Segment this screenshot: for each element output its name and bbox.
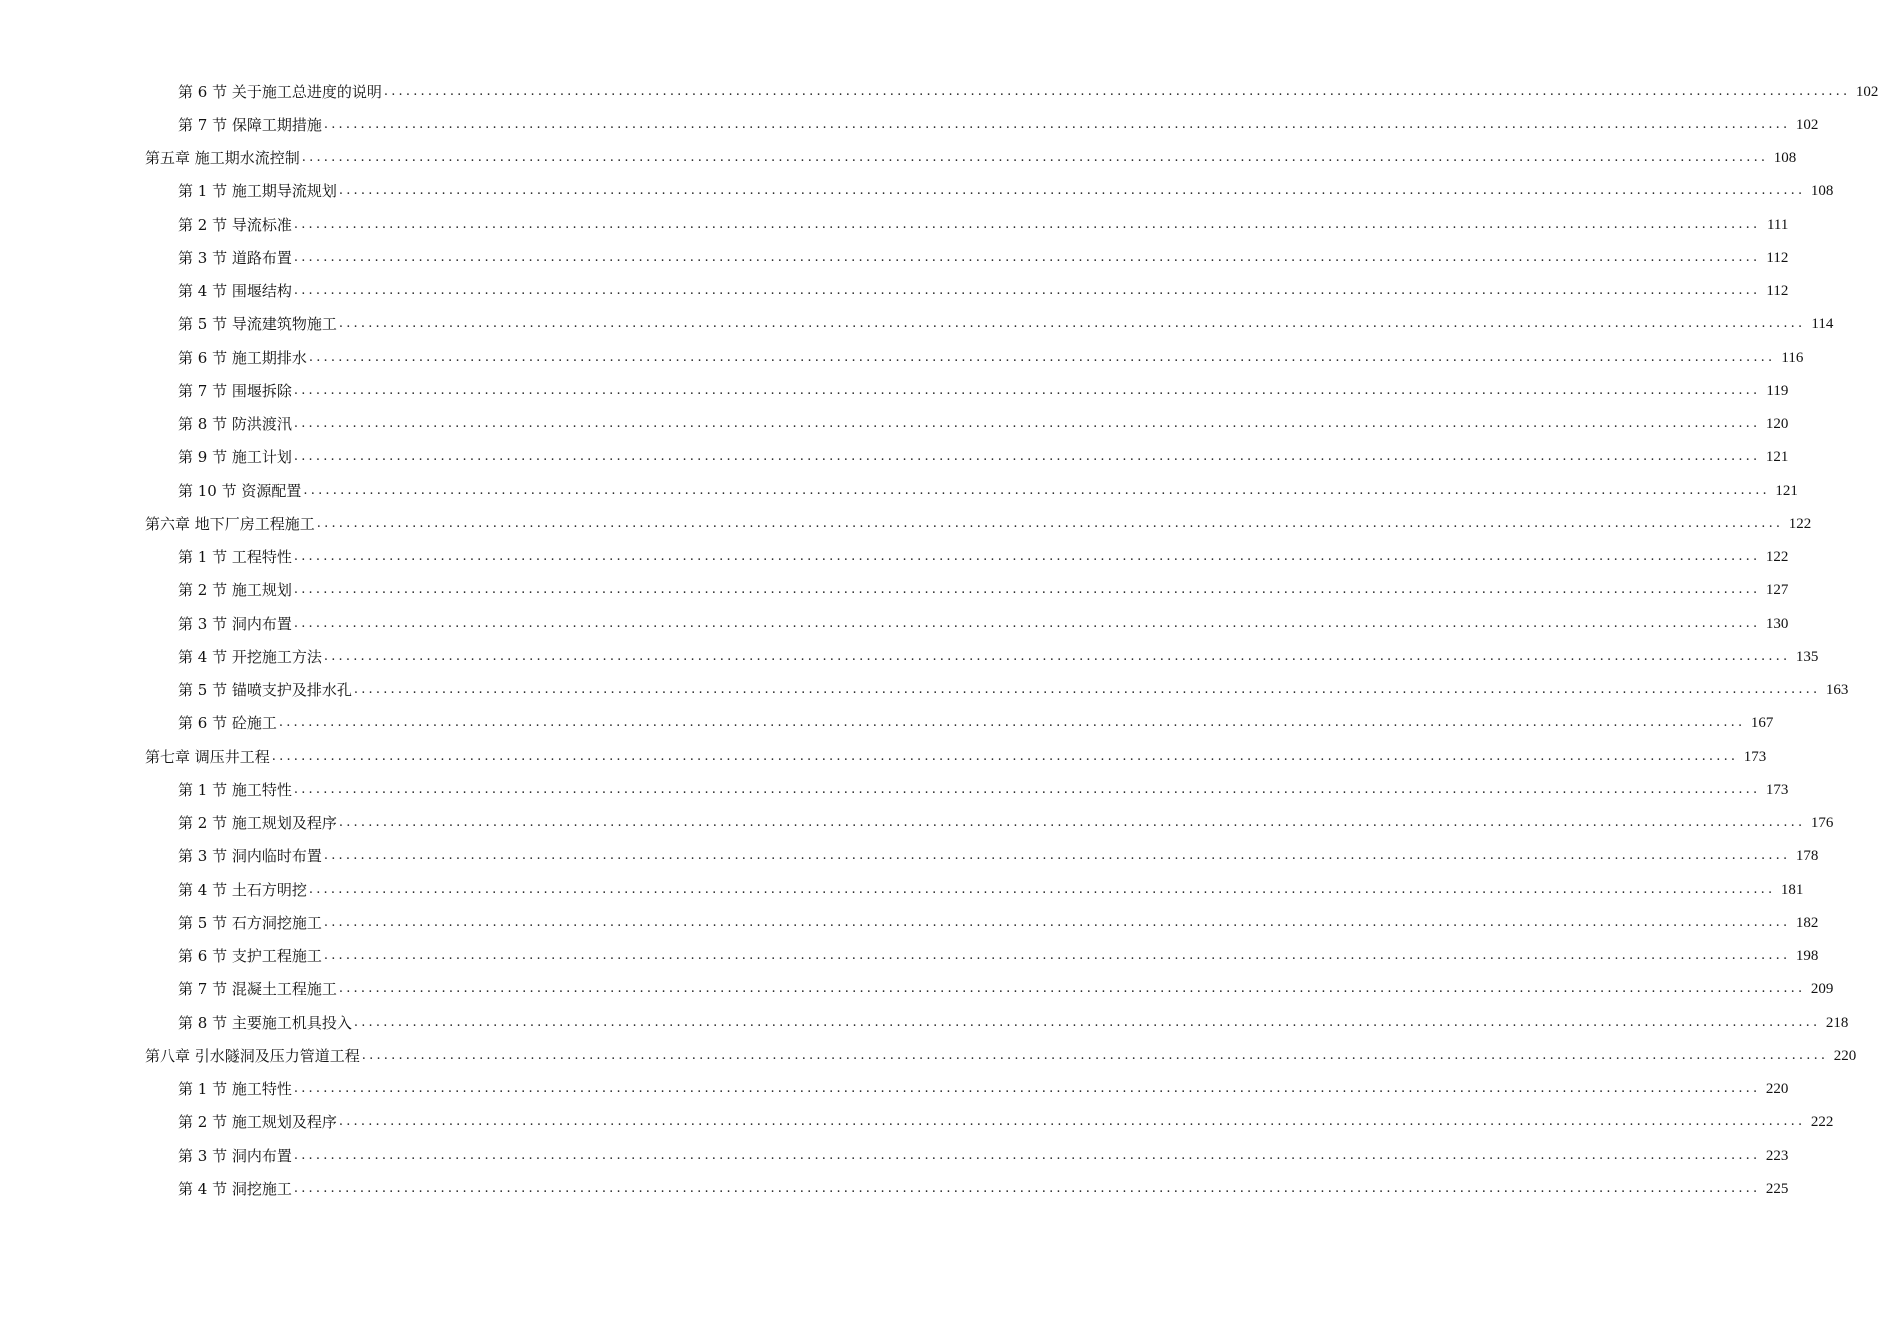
toc-entry-title: 第 8 节 主要施工机具投入 <box>178 1013 352 1032</box>
toc-page-number: 218 <box>1825 1014 1849 1031</box>
toc-section-entry[interactable] <box>0 840 1819 873</box>
toc-entry-title: 第八章 引水隧洞及压力管道工程 <box>145 1046 360 1065</box>
toc-page-number: 198 <box>1795 948 1819 965</box>
toc-entry-title: 第 7 节 保障工期措施 <box>178 115 322 134</box>
toc-section-entry[interactable] <box>0 108 1819 141</box>
toc-section-entry[interactable] <box>0 1106 1834 1139</box>
toc-dot-leader: ........................................................................................................................................................................................................ <box>293 449 1761 465</box>
toc-section-entry[interactable] <box>0 374 1789 407</box>
toc-page-number: 102 <box>1795 116 1819 133</box>
toc-page-number: 112 <box>1766 249 1789 266</box>
toc-entry-title: 第 1 节 施工特性 <box>178 780 292 799</box>
toc-entry-title: 第 1 节 工程特性 <box>178 548 292 567</box>
toc-page-number: 220 <box>1833 1047 1857 1064</box>
toc-section-entry[interactable] <box>0 1006 1849 1039</box>
toc-entry-title: 第 2 节 施工规划及程序 <box>178 1113 337 1132</box>
toc-chapter-entry[interactable] <box>0 1039 1857 1072</box>
toc-section-entry[interactable] <box>0 75 1878 108</box>
toc-entry-title: 第 4 节 洞挖施工 <box>178 1179 292 1198</box>
toc-section-entry[interactable] <box>0 973 1834 1006</box>
toc-entry-title: 第 3 节 道路布置 <box>178 248 292 267</box>
toc-dot-leader: ........................................................................................................................................................................................................ <box>323 914 1791 930</box>
toc-page-number: 173 <box>1765 781 1789 798</box>
toc-section-entry[interactable] <box>0 175 1834 208</box>
toc-dot-leader: ........................................................................................................................................................................................................ <box>293 1147 1761 1163</box>
toc-dot-leader: ........................................................................................................................................................................................................ <box>308 349 1776 365</box>
toc-page-number: 135 <box>1795 648 1819 665</box>
toc-page-number: 119 <box>1766 382 1789 399</box>
toc-chapter-entry[interactable] <box>0 142 1797 175</box>
toc-entry-title: 第 6 节 关于施工总进度的说明 <box>178 82 382 101</box>
toc-page-number: 127 <box>1765 582 1789 599</box>
toc-dot-leader: ........................................................................................................................................................................................................ <box>293 1081 1761 1097</box>
toc-dot-leader: ........................................................................................................................................................................................................ <box>323 116 1791 132</box>
toc-dot-leader: ........................................................................................................................................................................................................ <box>353 1014 1821 1030</box>
toc-section-entry[interactable] <box>0 441 1789 474</box>
toc-dot-leader: ........................................................................................................................................................................................................ <box>338 981 1806 997</box>
toc-entry-title: 第六章 地下厂房工程施工 <box>145 514 315 533</box>
toc-chapter-entry[interactable] <box>0 740 1767 773</box>
toc-dot-leader: ........................................................................................................................................................................................................ <box>301 150 1769 166</box>
toc-entry-title: 第 8 节 防洪渡汛 <box>178 415 292 434</box>
toc-dot-leader: ........................................................................................................................................................................................................ <box>308 881 1776 897</box>
toc-section-entry[interactable] <box>0 408 1789 441</box>
toc-dot-leader: ........................................................................................................................................................................................................ <box>293 216 1761 232</box>
toc-section-entry[interactable] <box>0 241 1789 274</box>
toc-page-number: 222 <box>1810 1114 1834 1131</box>
toc-section-entry[interactable] <box>0 607 1789 640</box>
toc-page-number: 102 <box>1855 83 1878 100</box>
toc-entry-title: 第 4 节 土石方明挖 <box>178 880 307 899</box>
toc-dot-leader: ........................................................................................................................................................................................................ <box>293 1180 1761 1196</box>
toc-section-entry[interactable] <box>0 541 1789 574</box>
toc-dot-leader: ........................................................................................................................................................................................................ <box>293 249 1761 265</box>
toc-page-number: 122 <box>1765 549 1789 566</box>
toc-entry-title: 第五章 施工期水流控制 <box>145 149 300 168</box>
toc-page-number: 130 <box>1765 615 1789 632</box>
toc-dot-leader: ........................................................................................................................................................................................................ <box>278 715 1746 731</box>
toc-section-entry[interactable] <box>0 275 1789 308</box>
toc-entry-title: 第 4 节 围堰结构 <box>178 282 292 301</box>
toc-dot-leader: ........................................................................................................................................................................................................ <box>293 615 1761 631</box>
toc-entry-title: 第 7 节 混凝土工程施工 <box>178 980 337 999</box>
toc-entry-title: 第 1 节 施工期导流规划 <box>178 182 337 201</box>
toc-page-number: 182 <box>1795 914 1819 931</box>
toc-page-number: 163 <box>1825 682 1849 699</box>
toc-page-number: 121 <box>1765 449 1789 466</box>
toc-entry-title: 第七章 调压井工程 <box>145 747 270 766</box>
toc-section-entry[interactable] <box>0 940 1819 973</box>
toc-page-number: 167 <box>1750 715 1774 732</box>
toc-dot-leader: ........................................................................................................................................................................................................ <box>361 1047 1829 1063</box>
toc-section-entry[interactable] <box>0 574 1789 607</box>
toc-entry-title: 第 2 节 导流标准 <box>178 215 292 234</box>
toc-dot-leader: ........................................................................................................................................................................................................ <box>323 848 1791 864</box>
toc-section-entry[interactable] <box>0 1172 1789 1205</box>
toc-dot-leader: ........................................................................................................................................................................................................ <box>338 183 1806 199</box>
toc-entry-title: 第 5 节 锚喷支护及排水孔 <box>178 681 352 700</box>
toc-entry-title: 第 4 节 开挖施工方法 <box>178 647 322 666</box>
toc-page-number: 111 <box>1766 216 1789 233</box>
toc-entry-title: 第 2 节 施工规划及程序 <box>178 814 337 833</box>
toc-dot-leader: ........................................................................................................................................................................................................ <box>338 1114 1806 1130</box>
toc-page-number: 108 <box>1810 183 1834 200</box>
toc-section-entry[interactable] <box>0 807 1834 840</box>
toc-page-number: 173 <box>1743 748 1767 765</box>
toc-dot-leader: ........................................................................................................................................................................................................ <box>293 549 1761 565</box>
toc-page-number: 121 <box>1775 482 1798 499</box>
toc-dot-leader: ........................................................................................................................................................................................................ <box>293 416 1761 432</box>
toc-section-entry[interactable] <box>0 474 1798 507</box>
toc-page-number: 112 <box>1766 283 1789 300</box>
toc-entry-title: 第 6 节 砼施工 <box>178 714 277 733</box>
toc-page-number: 108 <box>1773 150 1797 167</box>
toc-chapter-entry[interactable] <box>0 507 1812 540</box>
toc-section-entry[interactable] <box>0 906 1819 939</box>
toc-entry-title: 第 6 节 支护工程施工 <box>178 947 322 966</box>
toc-page-number: 181 <box>1780 881 1804 898</box>
toc-page-number: 225 <box>1765 1180 1789 1197</box>
toc-entry-title: 第 1 节 施工特性 <box>178 1080 292 1099</box>
toc-entry-title: 第 6 节 施工期排水 <box>178 348 307 367</box>
toc-entry-title: 第 2 节 施工规划 <box>178 581 292 600</box>
toc-section-entry[interactable] <box>0 773 1789 806</box>
toc-dot-leader: ........................................................................................................................................................................................................ <box>383 83 1851 99</box>
toc-dot-leader: ........................................................................................................................................................................................................ <box>293 781 1761 797</box>
toc-page-number: 220 <box>1765 1081 1789 1098</box>
toc-entry-title: 第 5 节 石方洞挖施工 <box>178 913 322 932</box>
toc-entry-title: 第 3 节 洞内临时布置 <box>178 847 322 866</box>
toc-entry-title: 第 3 节 洞内布置 <box>178 1146 292 1165</box>
toc-dot-leader: ........................................................................................................................................................................................................ <box>338 316 1806 332</box>
toc-dot-leader: ........................................................................................................................................................................................................ <box>338 815 1806 831</box>
toc-section-entry[interactable] <box>0 674 1849 707</box>
toc-section-entry[interactable] <box>0 308 1834 341</box>
toc-dot-leader: ........................................................................................................................................................................................................ <box>303 482 1770 498</box>
toc-section-entry[interactable] <box>0 1139 1789 1172</box>
toc-section-entry[interactable] <box>0 208 1789 241</box>
toc-section-entry[interactable] <box>0 1073 1789 1106</box>
toc-dot-leader: ........................................................................................................................................................................................................ <box>293 382 1761 398</box>
toc-page-number: 176 <box>1810 815 1834 832</box>
toc-dot-leader: ........................................................................................................................................................................................................ <box>323 648 1791 664</box>
toc-dot-leader: ........................................................................................................................................................................................................ <box>353 682 1821 698</box>
toc-entry-title: 第 5 节 导流建筑物施工 <box>178 315 337 334</box>
toc-entry-title: 第 10 节 资源配置 <box>178 481 302 500</box>
toc-entry-title: 第 7 节 围堰拆除 <box>178 381 292 400</box>
toc-entry-title: 第 3 节 洞内布置 <box>178 614 292 633</box>
toc-section-entry[interactable] <box>0 640 1819 673</box>
toc-page-number: 116 <box>1781 349 1804 366</box>
toc-section-entry[interactable] <box>0 707 1774 740</box>
toc-entry-title: 第 9 节 施工计划 <box>178 448 292 467</box>
toc-page-number: 178 <box>1795 848 1819 865</box>
toc-page-number: 122 <box>1788 515 1812 532</box>
toc-page-number: 223 <box>1765 1147 1789 1164</box>
toc-section-entry[interactable] <box>0 873 1804 906</box>
toc-dot-leader: ........................................................................................................................................................................................................ <box>323 948 1791 964</box>
toc-dot-leader: ........................................................................................................................................................................................................ <box>293 283 1761 299</box>
table-of-contents <box>0 75 1878 1206</box>
toc-section-entry[interactable] <box>0 341 1804 374</box>
toc-dot-leader: ........................................................................................................................................................................................................ <box>316 515 1784 531</box>
toc-dot-leader: ........................................................................................................................................................................................................ <box>293 582 1761 598</box>
toc-page-number: 209 <box>1810 981 1834 998</box>
toc-page-number: 120 <box>1765 416 1789 433</box>
toc-dot-leader: ........................................................................................................................................................................................................ <box>271 748 1739 764</box>
toc-page-number: 114 <box>1811 316 1834 333</box>
